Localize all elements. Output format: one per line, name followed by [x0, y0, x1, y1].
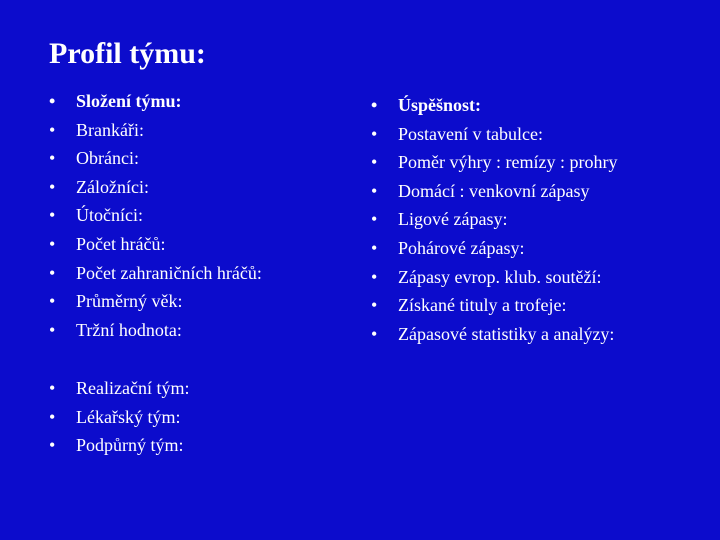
bullet-icon: •	[371, 323, 378, 344]
list-item-text: Získané tituly a trofeje:	[398, 295, 567, 316]
bullet-icon: •	[49, 291, 56, 312]
list-item	[371, 291, 617, 320]
list-item	[49, 287, 262, 316]
list-item-text: Pohárové zápasy:	[398, 237, 525, 258]
list-item-text: Zápasové statistiky a analýzy:	[398, 323, 615, 344]
list-item-text: Domácí : venkovní zápasy	[398, 180, 590, 201]
list-item	[371, 263, 617, 292]
list-item-text: Útočníci:	[76, 205, 143, 226]
bullet-icon: •	[371, 295, 378, 316]
bullet-icon: •	[49, 435, 56, 456]
bullet-icon: •	[371, 180, 378, 201]
list-item-text: Postavení v tabulce:	[398, 123, 543, 144]
list-item	[371, 120, 617, 149]
bullet-icon: •	[49, 262, 56, 283]
list-item-text: Počet zahraničních hráčů:	[76, 262, 262, 283]
list-item	[49, 431, 189, 460]
list-item-text: Lékařský tým:	[76, 406, 181, 427]
team-composition-list	[49, 87, 262, 344]
list-item-text: Úspěšnost:	[398, 95, 482, 115]
list-item	[371, 148, 617, 177]
bullet-icon: •	[371, 123, 378, 144]
list-item-text: Ligové zápasy:	[398, 209, 508, 230]
list-item-text: Složení týmu:	[76, 91, 182, 111]
staff-list	[49, 374, 189, 460]
list-item	[49, 116, 262, 145]
bullet-icon: •	[371, 152, 378, 173]
list-item-text: Počet hráčů:	[76, 233, 166, 254]
bullet-icon: •	[371, 237, 378, 258]
bullet-icon: •	[371, 209, 378, 230]
list-item-text: Zápasy evrop. klub. soutěží:	[398, 266, 602, 287]
slide-title: Profil týmu:	[49, 37, 206, 70]
bullet-icon: •	[49, 319, 56, 340]
list-item	[49, 201, 262, 230]
list-item-text: Podpůrný tým:	[76, 435, 184, 456]
list-item	[49, 144, 262, 173]
bullet-icon: •	[49, 119, 56, 140]
list-item	[371, 234, 617, 263]
list-item	[49, 259, 262, 288]
list-item-text: Poměr výhry : remízy : prohry	[398, 152, 618, 173]
list-item	[49, 374, 189, 403]
bullet-icon: •	[49, 148, 56, 169]
bullet-icon: •	[49, 406, 56, 427]
list-item	[49, 173, 262, 202]
list-item-text: Tržní hodnota:	[76, 319, 182, 340]
list-item	[371, 205, 617, 234]
list-item-text: Brankáři:	[76, 119, 144, 140]
list-item	[371, 320, 617, 349]
list-item	[49, 316, 262, 345]
list-item	[371, 91, 617, 120]
list-item-text: Průměrný věk:	[76, 291, 183, 312]
bullet-icon: •	[371, 95, 378, 115]
list-item	[49, 87, 262, 116]
bullet-icon: •	[371, 266, 378, 287]
performance-list	[371, 91, 617, 348]
list-item-text: Záložníci:	[76, 176, 149, 197]
list-item-text: Obránci:	[76, 148, 139, 169]
list-item	[49, 230, 262, 259]
bullet-icon: •	[49, 378, 56, 398]
list-item-text: Realizační tým:	[76, 378, 190, 398]
bullet-icon: •	[49, 233, 56, 254]
list-item	[371, 177, 617, 206]
list-item	[49, 403, 189, 432]
bullet-icon: •	[49, 176, 56, 197]
bullet-icon: •	[49, 205, 56, 226]
bullet-icon: •	[49, 91, 56, 111]
